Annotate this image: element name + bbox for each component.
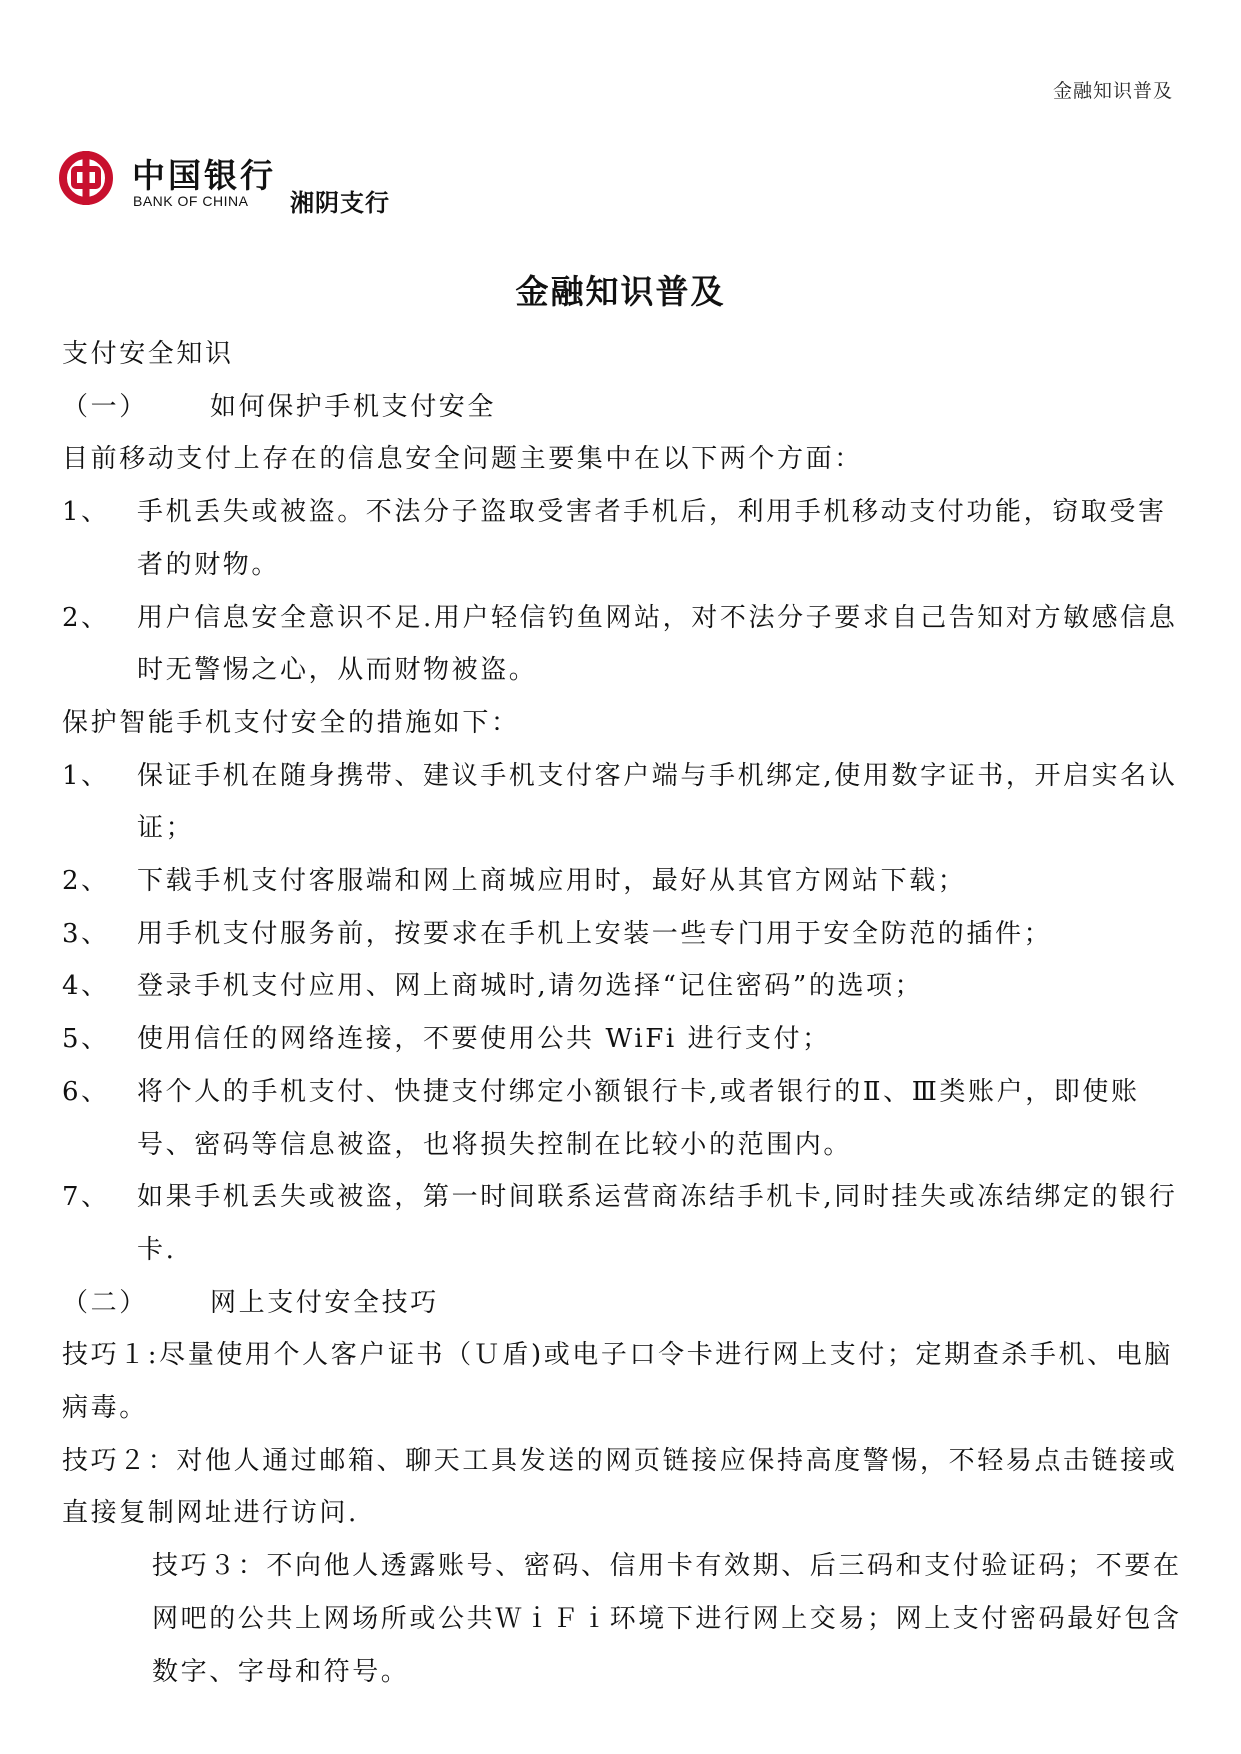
document-body bbox=[62, 328, 1182, 1698]
measure-item bbox=[62, 908, 1182, 961]
measure-item bbox=[62, 1171, 1182, 1276]
part1-heading bbox=[62, 381, 1182, 434]
tip-paragraph-indented: 技巧３：不向他人透露账号、密码、信用卡有效期、后三码和支付验证码；不要在网吧的公共上网场所或公共ＷｉＦｉ环境下进行网上交易；网上支付密码最好包含数字、字母和符号。 bbox=[152, 1551, 1182, 1687]
tip-paragraph: 技巧２：对他人通过邮箱、聊天工具发送的网页链接应保持高度警惕，不轻易点击链接或直接复制网址进行访问. bbox=[62, 1445, 1178, 1529]
measure-item bbox=[62, 960, 1182, 1013]
measure-text: 将个人的手机支付、快捷支付绑定小额银行卡,或者银行的Ⅱ、Ⅲ类账户，即使账号、密码等信息被盗，也将损失控制在比较小的范围内。 bbox=[137, 1076, 1140, 1160]
part2-number: （二） bbox=[62, 1287, 148, 1318]
measure-text: 下载手机支付客服端和网上商城应用时，最好从其官方网站下载； bbox=[137, 866, 967, 897]
measure-number: 2、 bbox=[62, 866, 110, 897]
part2-title: 网上支付安全技巧 bbox=[210, 1287, 439, 1318]
issue-item bbox=[62, 592, 1182, 697]
part1-intro: 目前移动支付上存在的信息安全问题主要集中在以下两个方面： bbox=[62, 444, 863, 475]
measure-item bbox=[62, 750, 1182, 855]
issue-number: 1、 bbox=[62, 497, 110, 528]
measure-text: 用手机支付服务前，按要求在手机上安装一些专门用于安全防范的插件； bbox=[137, 918, 1053, 949]
tip-paragraph: 技巧１:尽量使用个人客户证书（Ｕ盾)或电子口令卡进行网上支付；定期查杀手机、电脑病毒。 bbox=[62, 1340, 1173, 1424]
measure-item bbox=[62, 855, 1182, 908]
running-header: 金融知识普及 bbox=[1052, 80, 1173, 102]
measure-item bbox=[62, 1066, 1182, 1171]
measure-text: 保证手机在随身携带、建议手机支付客户端与手机绑定,使用数字证书，开启实名认证； bbox=[137, 760, 1178, 844]
measures-intro: 保护智能手机支付安全的措施如下： bbox=[62, 707, 520, 738]
bank-name-cn: 中国银行 bbox=[132, 156, 276, 195]
bank-name-en: BANK OF CHINA bbox=[133, 193, 249, 209]
part2-heading bbox=[62, 1277, 1182, 1330]
measure-text: 如果手机丢失或被盗，第一时间联系运营商冻结手机卡,同时挂失或冻结绑定的银行卡. bbox=[137, 1182, 1178, 1265]
issue-number: 2、 bbox=[62, 602, 110, 633]
issue-text: 手机丢失或被盗。不法分子盗取受害者手机后，利用手机移动支付功能，窃取受害者的财物。 bbox=[137, 497, 1167, 580]
bank-logo bbox=[58, 150, 418, 220]
measure-number: 5、 bbox=[62, 1024, 110, 1055]
measure-text: 登录手机支付应用、网上商城时,请勿选择“记住密码”的选项； bbox=[137, 971, 924, 1002]
section-heading: 支付安全知识 bbox=[62, 339, 234, 369]
measure-number: 4、 bbox=[62, 971, 110, 1002]
issue-item bbox=[62, 486, 1182, 591]
branch-name: 湘阴支行 bbox=[290, 188, 390, 217]
measure-number: 1、 bbox=[62, 760, 110, 791]
measure-number: 3、 bbox=[62, 918, 110, 949]
part1-title: 如何保护手机支付安全 bbox=[210, 391, 497, 422]
issue-text: 用户信息安全意识不足.用户轻信钓鱼网站，对不法分子要求自己告知对方敏感信息时无警惕之心，从而财物被盗。 bbox=[137, 602, 1178, 686]
document-title: 金融知识普及 bbox=[515, 272, 726, 311]
measure-text: 使用信任的网络连接，不要使用公共 WiFi 进行支付； bbox=[137, 1024, 831, 1055]
part1-number: （一） bbox=[62, 391, 148, 422]
bank-of-china-emblem-icon bbox=[58, 150, 114, 206]
measure-item bbox=[62, 1013, 1182, 1066]
measure-number: 7、 bbox=[62, 1182, 110, 1213]
measure-number: 6、 bbox=[62, 1076, 110, 1107]
